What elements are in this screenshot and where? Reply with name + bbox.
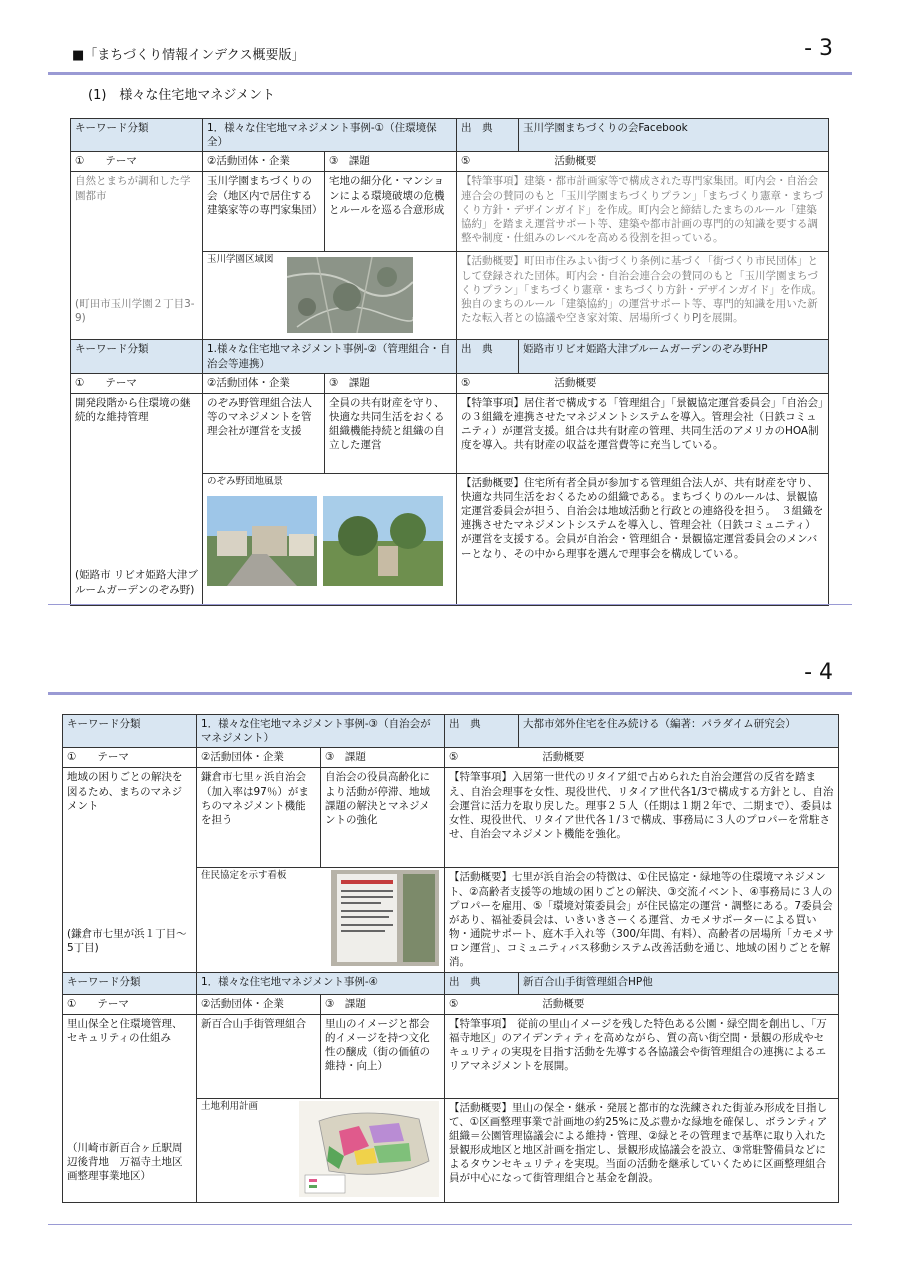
photo-cell — [203, 473, 457, 605]
theme-header: ① テーマ — [63, 994, 197, 1014]
page2-bottom-rule — [48, 1224, 852, 1225]
issue-header: ③ 課題 — [325, 373, 457, 393]
source-label: 出 典 — [457, 119, 519, 152]
org-header: ②活動団体・企業 — [203, 373, 325, 393]
area-map-photo — [287, 257, 413, 333]
page1-bottom-rule — [48, 604, 852, 605]
source-text: 姫路市リビオ姫路大津ブルームガーデンのぞみ野HP — [519, 340, 829, 373]
case-title: 1．様々な住宅地マネジメント事例-③（自治会がマネジメント） — [197, 715, 445, 748]
theme-cell — [71, 172, 203, 340]
case-title: 1．様々な住宅地マネジメント事例-①（住環境保全） — [203, 119, 457, 152]
theme-cell — [63, 1014, 197, 1202]
org-text: 鎌倉市七里ヶ浜自治会（加入率は97％）がまちのマネジメント機能を担う — [197, 768, 321, 868]
keyword-label: キーワード分類 — [63, 972, 197, 994]
source-label: 出 典 — [445, 715, 519, 748]
land-use-plan-map — [299, 1101, 439, 1197]
page-number: - 3 — [804, 36, 833, 61]
signboard-photo — [331, 870, 439, 966]
photo-caption: 玉川学園区域図 — [207, 254, 274, 266]
summary-header: ⑤ 活動概要 — [445, 994, 839, 1014]
theme-cell — [71, 393, 203, 605]
org-header: ②活動団体・企業 — [203, 152, 325, 172]
source-label: 出 典 — [445, 972, 519, 994]
theme-text: 里山保全と住環境管理、セキュリティの仕組み — [67, 1017, 183, 1044]
case-title: 1．様々な住宅地マネジメント事例-④ — [197, 972, 445, 994]
issue-text: 宅地の細分化・マンションによる環境破壊の危機とルールを巡る合意形成 — [325, 172, 457, 252]
feature-text: 【特筆事項】入居第一世代のリタイア組で占められた自治会運営の反省を踏まえ、自治会理事を女性、現役世代、リタイア世代各1/3で構成する方針とし、自治会運営に活力を取り戻した。理事２５人（任期は１期２年で、二期まで）、委員は女性、現役世代、リタイア世代各１/３で構成、事務局に３人のプロパーを常駐させ、自治会マネジメント機能を強化。 — [445, 768, 839, 868]
location-text: （川崎市新百合ヶ丘駅周辺後背地 万福寺土地区画整理事業地区） — [67, 1142, 183, 1183]
org-text: 玉川学園まちづくりの会（地区内で居住する建築家等の専門家集団） — [203, 172, 325, 252]
issue-header: ③ 課題 — [325, 152, 457, 172]
org-text: 新百合山手街管理組合 — [197, 1014, 321, 1098]
photo-caption: 住民協定を示す看板 — [201, 870, 287, 882]
activity-text: 【活動概要】里山の保全・継承・発展と都市的な洗練された街並み形成を目指して、①区画整理事業で計画地の約25%に及ぶ豊かな緑地を確保し、ボランティア組織＝公園管理協議会による維持・管理、②緑とその管理まで基準に取り入れた景観形成地区と地区計画を指定し、景観形成協議会を設立、③常駐警備員などによるタウンセキュリティを実現。当面の活動を継承していくために区画整理組合員が中心になって街管理組合と基金を創設。 — [445, 1098, 839, 1202]
photo-cell — [197, 1098, 445, 1202]
photo-cell — [197, 868, 445, 972]
summary-header: ⑤ 活動概要 — [445, 748, 839, 768]
activity-text: 【活動概要】七里が浜自治会の特徴は、①住民協定・緑地等の住環境マネジメント、②高齢者支援等の地域の困りごとの解決、③交流イベント、④事務局に３人のプロパーを雇用、⑤「環境対策委員会」が住民協定の運営・調整にある。7委員会があり、福祉委員会は、いきいきさーくる運営、カモメサポーターによる買い物・通院サポート、庭木手入れ等（300/年間、有料）、高齢者の居場所「カモメサロン運営」、コミュニティバス移動システム改善活動を通じ、地域の困りごとを解消。 — [445, 868, 839, 972]
source-text: 新百合山手街管理組合HP他 — [519, 972, 839, 994]
photo-cell — [203, 252, 457, 340]
header-rule — [48, 72, 852, 75]
summary-header: ⑤ 活動概要 — [457, 152, 829, 172]
case-title: 1.様々な住宅地マネジメント事例-②（管理組合・自治会等連携） — [203, 340, 457, 373]
feature-text: 【特筆事項】建築・都市計画家等で構成された専門家集団。町内会・自治会連合会の賛同のもと「玉川学園まちづくりプラン」「まちづくり憲章・まちづくり方針・デザインガイド」を作成。町内会と締結したまちのルール「建築協約」を踏まえ運営サポート等、建築や都市計画の専門的の知識を要する調整や制度・仕組みのレベルを高める役割を担っている。 — [457, 172, 829, 252]
theme-header: ① テーマ — [63, 748, 197, 768]
header-rule — [48, 692, 852, 695]
case-table-1 — [70, 118, 829, 606]
feature-text: 【特筆事項】 従前の里山イメージを残した特色ある公園・緑空間を創出し、「万福寺地区」のアイデンティティを高めながら、質の高い街空間・景観の形成やセキュリティの実現を目指す活動を先導する各協議会や街管理組合の連携によるエリアマネジメントを展開。 — [445, 1014, 839, 1098]
park-photo — [323, 496, 443, 586]
org-header: ②活動団体・企業 — [197, 748, 321, 768]
photo-caption: 土地利用計画 — [201, 1100, 259, 1112]
document-header: ■「まちづくり情報インデクス概要版」 — [72, 48, 305, 63]
page-number: - 4 — [804, 660, 833, 685]
activity-text: 【活動概要】住宅所有者全員が参加する管理組合法人が、共有財産を守り、快適な共同生活をおくるための組織である。まちづくりのルールは、景観協定運営委員会が担う、自治会は地域活動と行政との連絡役を担う。 ３組織を連携させたマネジメントシステムを導入し、管理会社（日鉄コミュニティ）が運営を支援する。会員が自治会・管理組合・景観協定運営委員会のメンバーとなり、その中から理事を選んで理事会を構成している。 — [457, 473, 829, 605]
photo-caption: のぞみ野団地風景 — [207, 475, 284, 487]
issue-header: ③ 課題 — [321, 748, 445, 768]
activity-text: 【活動概要】町田市住みよい街づくり条例に基づく「街づくり市民団体」として登録された団体。町内会・自治会連合会の賛同のもと「玉川学園まちづくりプラン」「まちづくり憲章・まちづくり方針・デザインガイド」を作成。独自のまちのルール「建築協約」の運営サポート等、専門的知識を用いた新たな転入者との協議や空き家対策、居場所づくりPJを展開。 — [457, 252, 829, 340]
org-text: のぞみ野管理組合法人等のマネジメントを管理会社が運営を支援 — [203, 393, 325, 473]
keyword-label: キーワード分類 — [71, 340, 203, 373]
theme-header: ① テーマ — [71, 373, 203, 393]
summary-header: ⑤ 活動概要 — [457, 373, 829, 393]
location-text: (町田市玉川学園２丁目3-9) — [75, 297, 195, 325]
theme-text: 地域の困りごとの解決を図るため、まちのマネジメント — [67, 771, 183, 812]
source-text: 大都市郊外住宅を住み続ける（編著：パラダイム研究会） — [519, 715, 839, 748]
source-label: 出 典 — [457, 340, 519, 373]
issue-header: ③ 課題 — [321, 994, 445, 1014]
feature-text: 【特筆事項】居住者で構成する「管理組合」「景観協定運営委員会」「自治会」の３組織を連携させたマネジメントシステムを導入。管理会社（日鉄コミュニティ）が運営支援。組合は共有財産の管理、共同生活のアメリカのHOA制度を導入。共有財産の収益を運営費等に充当している。 — [457, 393, 829, 473]
case-table-2 — [62, 714, 839, 1203]
location-text: (姫路市 リビオ姫路大津ブルームガーデンのぞみ野) — [75, 569, 198, 596]
issue-text: 全員の共有財産を守り、快適な共同生活をおくる組織機能持続と組織の自立した運営 — [325, 393, 457, 473]
org-header: ②活動団体・企業 — [197, 994, 321, 1014]
issue-text: 自治会の役員高齢化により活動が停滞、地域課題の解決とマネジメントの強化 — [321, 768, 445, 868]
issue-text: 里山のイメージと都会的イメージを持つ文化性の醸成（街の価値の維持・向上） — [321, 1014, 445, 1098]
keyword-label: キーワード分類 — [63, 715, 197, 748]
theme-text: 自然とまちが調和した学園都市 — [75, 175, 191, 202]
keyword-label: キーワード分類 — [71, 119, 203, 152]
section-title: (1) 様々な住宅地マネジメント — [88, 88, 276, 103]
source-text: 玉川学園まちづくりの会Facebook — [519, 119, 829, 152]
theme-header: ① テーマ — [71, 152, 203, 172]
housing-street-photo — [207, 496, 317, 586]
theme-cell — [63, 768, 197, 972]
location-text: (鎌倉市七里が浜１丁目～5丁目) — [67, 928, 187, 955]
theme-text: 開発段階から住環境の継続的な維持管理 — [75, 396, 191, 423]
